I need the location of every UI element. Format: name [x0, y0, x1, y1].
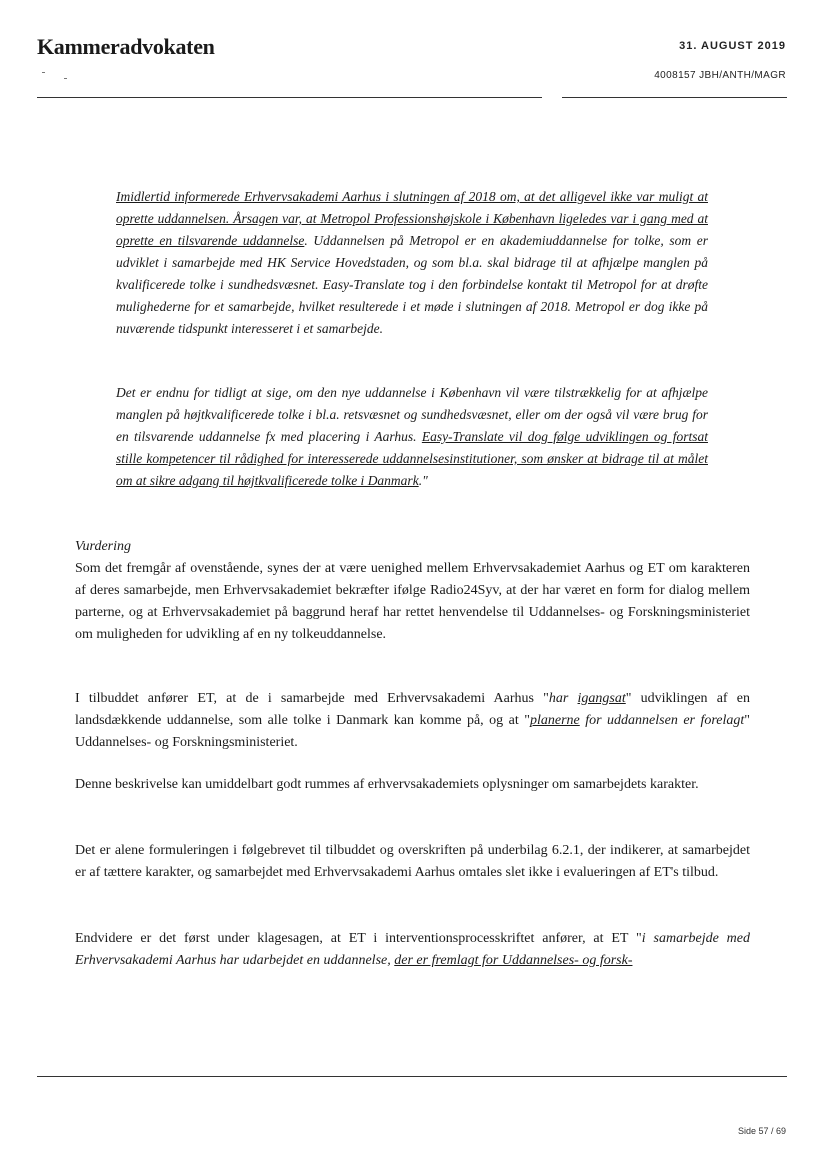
- italic-underlined-text: igangsat: [577, 691, 626, 706]
- body-paragraph-1: [75, 536, 750, 646]
- italic-text: for uddannelsen er forelagt: [579, 713, 745, 728]
- body-paragraph-2: [75, 688, 750, 754]
- body-paragraph-4: Det er alene formuleringen i følgebrevet til tilbuddet og overskriften på underbilag 6.2.1, der indikerer, at samarbejdet er af tættere karakter, og samarbejdet med Erhvervsakademi Aarhus omtales slet ikke i evalueringen af ET's tilbud.: [75, 843, 750, 880]
- section-heading: Vurdering: [75, 539, 131, 554]
- header-rule-left: [37, 97, 542, 98]
- page-number: Side 57 / 69: [737, 1126, 786, 1136]
- body-text: " udviklingen af en landsdækkende uddannelse, som alle tolke i Danmark kan komme på, og at ": [75, 691, 750, 728]
- quote-text: Det er endnu for tidligt at sige, om den nye uddannelse i København vil være tilstrækkelig for at afhjælpe manglen på højtkvalificerede tolke i bl.a. retsvæsnet og sundhedsvæsnet, eller om der også vil være brug for en tilsvarende uddannelse fx med placering i Aarhus.: [116, 385, 708, 444]
- footer-rule: [37, 1076, 787, 1077]
- italic-text: har: [548, 691, 578, 706]
- quote-text: .": [418, 473, 428, 488]
- header-rule-right: [562, 97, 787, 98]
- scan-speck: [64, 78, 67, 79]
- italic-text: i samarbejde med Erhvervsakademi Aarhus har udarbejdet en uddannelse,: [75, 931, 750, 968]
- quote-paragraph-1: [116, 186, 708, 340]
- quote-paragraph-2: [116, 382, 708, 492]
- body-text: Endvidere er det først under klagesagen, at ET i interventionsprocesskriftet anfører, at ET ": [75, 931, 642, 946]
- body-text: I tilbuddet anfører ET, at de i samarbejde med Erhvervsakademi Aarhus ": [75, 691, 549, 706]
- body-paragraph-3: Denne beskrivelse kan umiddelbart godt rummes af erhvervsakademiets oplysninger om samarbejdets karakter.: [75, 777, 699, 792]
- quote-text: . Uddannelsen på Metropol er en akademiuddannelse for tolke, som er udviklet i samarbejde med HK Service Hovedstaden, og som bl.a. skal bidrage til at afhjælpe manglen på kvalificerede tolke i sundhedsvæsnet. Easy-Translate tog i den forbindelse kontakt til Metropol for at drøfte mulighederne for et samarbejde, hvilket resulterede i et møde i slutningen af 2018. Metropol er dog ikke på nuværende tidspunkt interesseret i et samarbejde.: [116, 233, 708, 336]
- italic-underlined-text: planerne: [529, 713, 580, 728]
- quote-underlined-text: Imidlertid informerede Erhvervsakademi Aarhus i slutningen af 2018 om, at det alligevel ikke var muligt at oprette uddannelsen. Årsagen var, at Metropol Professionshøjskole i København ligeledes var i gang med at oprette en tilsvarende uddannelse: [116, 189, 708, 248]
- logo: Kammeradvokaten: [37, 34, 215, 59]
- body-paragraph-5: [75, 928, 750, 972]
- italic-underlined-text: der er fremlagt for Uddannelses- og forsk-: [394, 953, 633, 968]
- document-date: 31. AUGUST 2019: [679, 40, 786, 52]
- scan-speck: [42, 72, 45, 73]
- body-text: Som det fremgår af ovenstående, synes der at være uenighed mellem Erhvervsakademiet Aarhus og ET om karakteren af deres samarbejde, men Erhvervsakademiet bekræfter ifølge Radio24Syv, at der har været en form for dialog mellem parterne, og at Erhvervsakademiet på baggrund heraf har rettet henvendelse til Uddannelses- og Forskningsministeriet om muligheden for udvikling af en ny tolkeuddannelse.: [75, 561, 750, 642]
- document-reference: 4008157 JBH/ANTH/MAGR: [654, 70, 786, 81]
- quote-underlined-text: Easy-Translate vil dog følge udviklingen og fortsat stille kompetencer til rådighed for interesserede uddannelsesinstitutioner, som ønsker at bidrage til at målet om at sikre adgang til højtkvalificerede tolke i Danmark: [116, 429, 708, 488]
- body-text: " Uddannelses- og Forskningsministeriet.: [75, 713, 750, 750]
